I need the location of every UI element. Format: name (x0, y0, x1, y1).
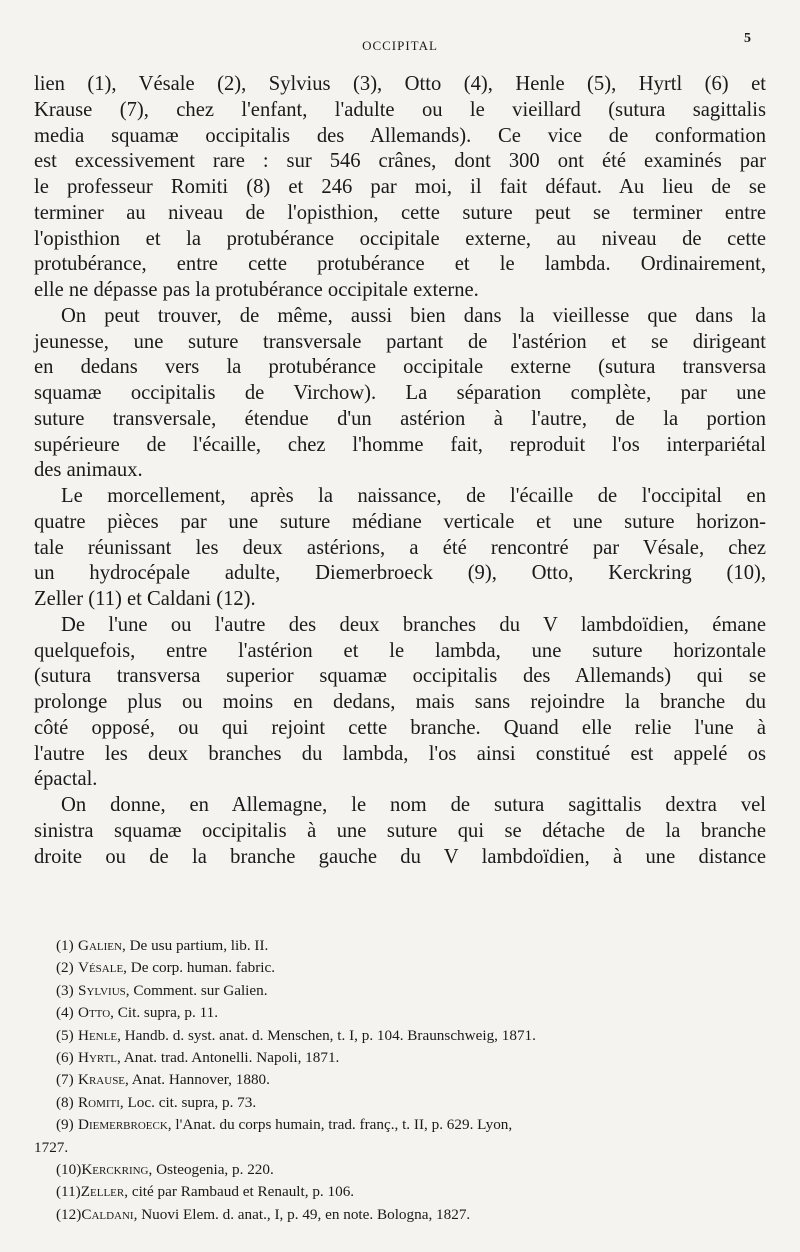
footnote-citation: De corp. human. fabric. (126, 959, 276, 977)
footnote (34, 1181, 766, 1203)
text-line: en dedans vers la protubérance occipitale externe (sutura transversa (34, 356, 766, 379)
text-line: lien (1), Vésale (2), Sylvius (3), Otto (4), Henle (5), Hyrtl (6) et (34, 73, 766, 95)
text-line: tale réunissant les deux astérions, a été rencontré par Vésale, chez (34, 536, 766, 559)
footnote-number: (10) (56, 1161, 82, 1179)
footnote-number: (1) (56, 937, 74, 954)
footnote (34, 957, 766, 979)
text-line: sinistra squamæ occipitalis à une suture qui se détache de la branche (34, 819, 766, 842)
text-line: jeunesse, une suture transversale partant de l'astérion et se dirigeant (34, 330, 766, 353)
footnote (34, 1047, 766, 1069)
text-line: quelquefois, entre l'astérion et le lambda, une suture horizontale (34, 639, 766, 662)
text-line: un hydrocépale adulte, Diemerbroeck (9), Otto, Kerckring (10), (34, 562, 766, 585)
footnote-citation: Cit. supra, p. 11. (113, 1004, 219, 1022)
text-line: squamæ occipitalis de Virchow). La séparation complète, par une (34, 382, 766, 404)
running-head: OCCIPITAL (362, 38, 438, 53)
footnote-citation: Comment. sur Galien. (129, 981, 268, 999)
text-line: media squamæ occipitalis des Allemands). Ce vice de conformation (34, 124, 766, 147)
footnote-number: (7) (56, 1071, 74, 1089)
footnote-citation: l'Anat. du corps humain, trad. franç., t. II, p. 629. Lyon, (171, 1116, 513, 1134)
footnote-author: Kerckring, (81, 1161, 153, 1179)
text-line: supérieure de l'écaille, chez l'homme fait, reproduit l'os interpariétal (34, 433, 766, 456)
footnote-author: Galien, (78, 937, 126, 954)
footnote (34, 1092, 766, 1114)
text-line: On donne, en Allemagne, le nom de sutura sagittalis dextra vel (61, 794, 766, 816)
footnote (34, 1204, 766, 1226)
footnote-author: Vésale, (78, 959, 127, 977)
footnote (34, 935, 766, 957)
footnote-number: (4) (56, 1004, 74, 1022)
footnote-author: Henle, (78, 1026, 121, 1044)
footnote-author: Zeller, (80, 1183, 129, 1201)
text-line: l'autre les deux branches du lambda, l'os ainsi constitué est appelé os (34, 742, 766, 765)
text-line: droite ou de la branche gauche du V lambdoïdien, à une distance (34, 845, 766, 868)
page-number: 5 (744, 31, 751, 46)
footnote (34, 1114, 766, 1136)
footnote-citation: cité par Rambaud et Renault, p. 106. (128, 1183, 355, 1201)
footnote-number: (11) (56, 1183, 81, 1201)
footnote-citation: Nuovi Elem. d. anat., I, p. 49, en note. Bologna, 1827. (137, 1205, 471, 1223)
text-line: est excessivement rare : sur 546 crânes, dont 300 ont été examinés par (34, 150, 766, 173)
text-line: protubérance, entre cette protubérance et le lambda. Ordinairement, (34, 253, 766, 276)
footnote-author: Otto, (78, 1004, 114, 1022)
body-text (34, 72, 766, 870)
footnote-continuation: 1727. (34, 1138, 69, 1156)
footnote-author: Caldani, (81, 1205, 138, 1223)
text-line: Krause (7), chez l'enfant, l'adulte ou le vieillard (sutura sagittalis (34, 98, 766, 121)
footnote-citation: Handb. d. syst. anat. d. Menschen, t. I, p. 104. Braunschweig, 1871. (120, 1026, 536, 1044)
text-line: elle ne dépasse pas la protubérance occipitale externe. (34, 279, 479, 301)
text-line: suture transversale, étendue d'un astérion à l'autre, de la portion (34, 407, 766, 430)
footnote-number: (2) (56, 959, 74, 977)
text-line: des animaux. (34, 459, 143, 482)
footnote-author: Hyrtl, (78, 1049, 121, 1067)
text-line: De l'une ou l'autre des deux branches du V lambdoïdien, émane (61, 613, 766, 636)
footnote-citation: Anat. trad. Antonelli. Napoli, 1871. (120, 1049, 340, 1067)
footnote-citation: De usu partium, lib. II. (125, 937, 269, 954)
footnote-citation: Osteogenia, p. 220. (152, 1161, 274, 1179)
text-line: On peut trouver, de même, aussi bien dans la vieillesse que dans la (61, 304, 766, 327)
text-line: (sutura transversa superior squamæ occipitalis des Allemands) qui se (34, 665, 766, 688)
footnote-citation: Anat. Hannover, 1880. (128, 1071, 270, 1089)
text-line: terminer au niveau de l'opisthion, cette suture peut se terminer entre (34, 201, 766, 224)
footnote-author: Romiti, (78, 1093, 124, 1111)
footnote (34, 980, 766, 1002)
footnote (34, 1159, 766, 1181)
footnote-number: (3) (56, 981, 74, 999)
text-line: côté opposé, ou qui rejoint cette branche. Quand elle relie l'une à (34, 716, 766, 739)
footnote-number: (5) (56, 1026, 74, 1044)
footnote (34, 1002, 766, 1024)
footnote (34, 1025, 766, 1047)
footnote-number: (12) (56, 1205, 82, 1223)
text-line: l'opisthion et la protubérance occipitale externe, au niveau de cette (34, 227, 766, 250)
text-line: Zeller (11) et Caldani (12). (34, 588, 256, 610)
text-line: le professeur Romiti (8) et 246 par moi, il fait défaut. Au lieu de se (34, 176, 766, 198)
text-line: prolonge plus ou moins en dedans, mais sans rejoindre la branche du (34, 691, 766, 713)
footnote-author: Krause, (78, 1071, 129, 1089)
footnote (34, 1069, 766, 1091)
footnote-citation: Loc. cit. supra, p. 73. (123, 1093, 257, 1111)
footnote-number: (9) (56, 1116, 74, 1134)
footnotes (34, 935, 766, 1226)
text-line: quatre pièces par une suture médiane verticale et une suture horizon- (34, 510, 766, 533)
text-line: épactal. (34, 768, 98, 791)
footnote-number: (8) (56, 1093, 74, 1111)
text-line: Le morcellement, après la naissance, de l'écaille de l'occipital en (61, 485, 766, 507)
footnote-author: Sylvius, (78, 981, 130, 999)
footnote-author: Diemerbroeck, (78, 1116, 172, 1134)
footnote-number: (6) (56, 1049, 74, 1067)
